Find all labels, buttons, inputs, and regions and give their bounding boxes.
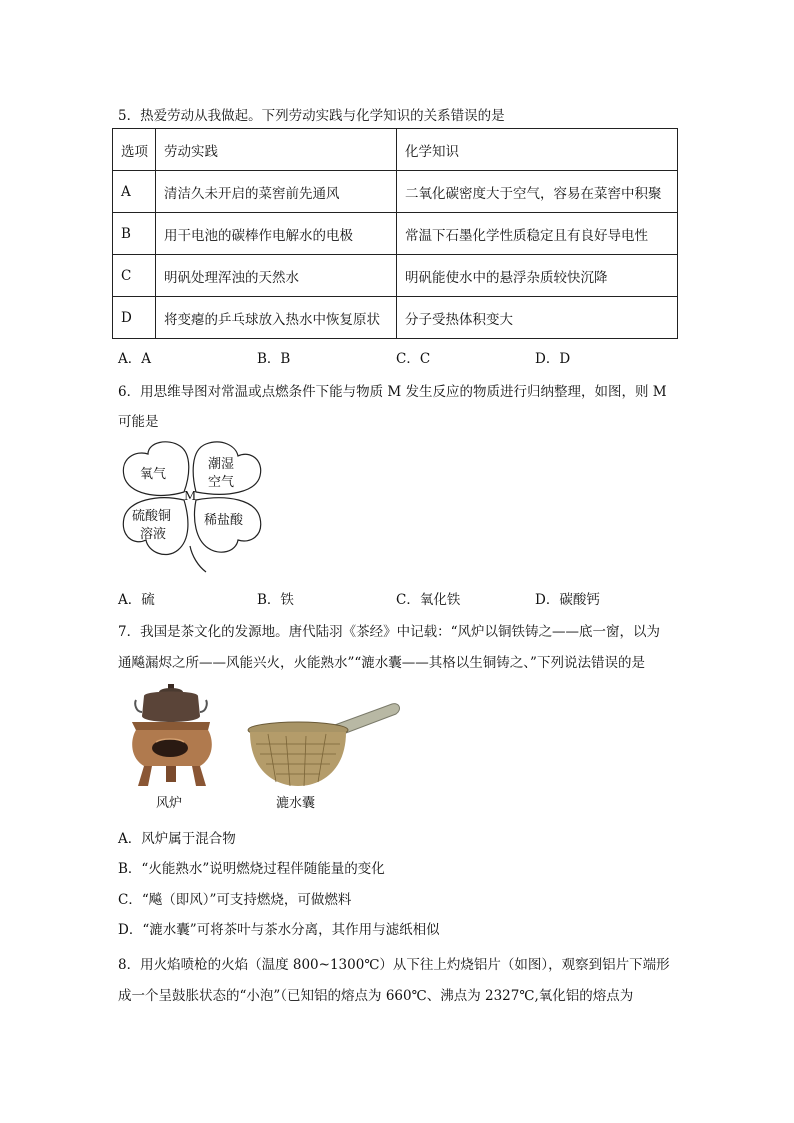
choice-d[interactable]: D．碳酸钙 bbox=[535, 592, 600, 608]
table-cell: 将变瘪的乒乓球放入热水中恢复原状 bbox=[156, 297, 397, 339]
table-cell: A bbox=[113, 171, 156, 213]
leaf-label-cuso4-2: 溶液 bbox=[140, 527, 167, 542]
table-cell: 二氧化碳密度大于空气，容易在菜窖中积聚 bbox=[397, 171, 678, 213]
clover-mind-map bbox=[118, 436, 268, 576]
leaf-label-oxygen: 氧气 bbox=[140, 467, 167, 482]
q5-options-table bbox=[112, 128, 678, 339]
q7-option-d[interactable]: D．“漉水囊”可将茶叶与茶水分离，其作用与滤纸相似 bbox=[118, 922, 440, 938]
choice-a[interactable]: A．硫 bbox=[118, 592, 155, 608]
table-row bbox=[113, 255, 678, 297]
choice-c[interactable]: C．氧化铁 bbox=[396, 592, 461, 608]
q5-choices bbox=[118, 347, 674, 367]
table-row bbox=[113, 171, 678, 213]
image-caption-water-filter-bag: 漉水囊 bbox=[276, 796, 316, 811]
q6-stem-line2: 可能是 bbox=[118, 414, 159, 430]
choice-a[interactable]: A．A bbox=[118, 351, 151, 367]
table-header-cell: 选项 bbox=[113, 129, 156, 171]
table-cell: 明矾能使水中的悬浮杂质较快沉降 bbox=[397, 255, 678, 297]
q6-choices bbox=[118, 588, 674, 608]
wind-stove-image bbox=[122, 682, 222, 790]
leaf-label-humid-2: 空气 bbox=[208, 475, 235, 490]
table-cell: 常温下石墨化学性质稳定且有良好导电性 bbox=[397, 213, 678, 255]
clover-stem bbox=[190, 546, 206, 572]
center-label-m: M bbox=[184, 489, 197, 503]
image-caption-wind-stove: 风炉 bbox=[156, 796, 183, 811]
q7-option-c[interactable]: C．“飚（即风）”可支持燃烧，可做燃料 bbox=[118, 892, 352, 908]
table-cell: 明矾处理浑浊的天然水 bbox=[156, 255, 397, 297]
leaf-label-hcl: 稀盐酸 bbox=[204, 513, 244, 528]
q8-stem-line2: 成一个呈鼓胀状态的“小泡”（已知铝的熔点为 660℃、沸点为 2327℃,氧化铝的熔点为 bbox=[118, 988, 634, 1004]
water-filter-bag-image bbox=[246, 700, 406, 790]
q5-stem: 5．热爱劳动从我做起。下列劳动实践与化学知识的关系错误的是 bbox=[118, 108, 505, 124]
choice-d[interactable]: D．D bbox=[535, 351, 571, 367]
choice-b[interactable]: B．铁 bbox=[257, 592, 294, 608]
q8-stem-line1: 8．用火焰喷枪的火焰（温度 800~1300℃）从下往上灼烧铝片（如图），观察到铝片下端形 bbox=[118, 957, 670, 973]
leaf-label-humid-1: 潮湿 bbox=[208, 457, 235, 472]
table-header-cell: 化学知识 bbox=[397, 129, 678, 171]
table-cell: D bbox=[113, 297, 156, 339]
table-header-row bbox=[113, 129, 678, 171]
choice-c[interactable]: C．C bbox=[396, 351, 431, 367]
choice-b[interactable]: B．B bbox=[257, 351, 291, 367]
q7-stem-line1: 7．我国是茶文化的发源地。唐代陆羽《茶经》中记载：“风炉以铜铁铸之——底一窗，以为 bbox=[118, 624, 660, 640]
q7-option-b[interactable]: B．“火能熟水”说明燃烧过程伴随能量的变化 bbox=[118, 861, 385, 877]
table-header-cell: 劳动实践 bbox=[156, 129, 397, 171]
q7-option-a[interactable]: A．风炉属于混合物 bbox=[118, 831, 236, 847]
table-cell: 清洁久未开启的菜窖前先通风 bbox=[156, 171, 397, 213]
q7-stem-line2: 通飚漏烬之所——风能兴火，火能熟水”“漉水囊——其格以生铜铸之、”下列说法错误的是 bbox=[118, 655, 645, 671]
table-cell: 用干电池的碳棒作电解水的电极 bbox=[156, 213, 397, 255]
table-cell: C bbox=[113, 255, 156, 297]
q6-stem-line1: 6．用思维导图对常温或点燃条件下能与物质 M 发生反应的物质进行归纳整理，如图，则 M bbox=[118, 384, 667, 400]
table-cell: 分子受热体积变大 bbox=[397, 297, 678, 339]
leaf-label-cuso4-1: 硫酸铜 bbox=[132, 509, 172, 524]
table-cell: B bbox=[113, 213, 156, 255]
table-row bbox=[113, 297, 678, 339]
table-row bbox=[113, 213, 678, 255]
